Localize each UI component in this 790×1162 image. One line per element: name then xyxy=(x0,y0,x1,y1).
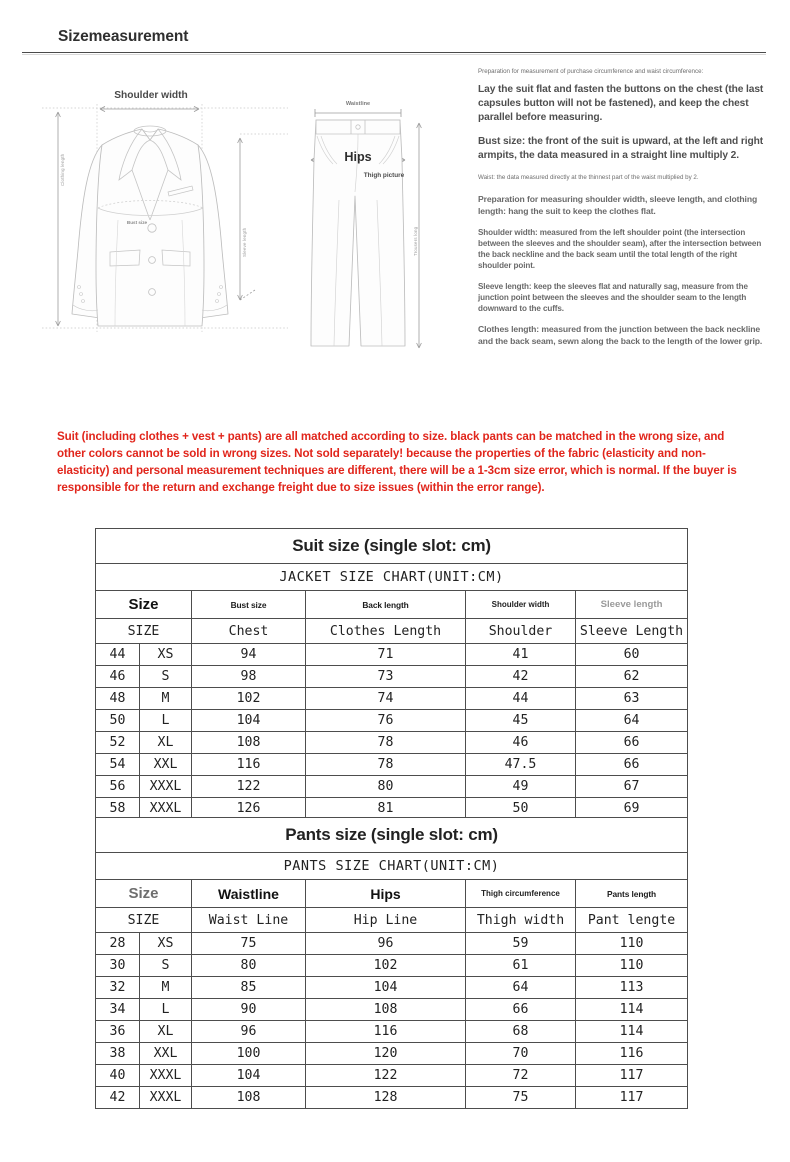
cell-clothes-length: 78 xyxy=(306,754,466,776)
cell-pants-length: 114 xyxy=(576,1021,688,1043)
cell-size-alpha: S xyxy=(140,955,192,977)
cell-size-alpha: XL xyxy=(140,732,192,754)
suit-table-title: Suit size (single slot: cm) xyxy=(96,529,688,564)
cell-shoulder: 47.5 xyxy=(466,754,576,776)
cell-thigh: 68 xyxy=(466,1021,576,1043)
cell-size-alpha: XS xyxy=(140,644,192,666)
suit-jacket-diagram xyxy=(40,90,290,360)
table-row xyxy=(96,688,688,710)
table-row xyxy=(96,977,688,999)
page-title: Sizemeasurement xyxy=(58,28,189,45)
table-row xyxy=(96,1087,688,1109)
cell-sleeve: 60 xyxy=(576,644,688,666)
suit-table-subtitle: JACKET SIZE CHART(UNIT:CM) xyxy=(96,564,688,591)
measurement-instructions xyxy=(478,68,768,358)
cell-size-num: 42 xyxy=(96,1087,140,1109)
cell-size-alpha: S xyxy=(140,666,192,688)
cell-waist: 104 xyxy=(192,1065,306,1087)
cell-sleeve: 64 xyxy=(576,710,688,732)
table-row xyxy=(96,644,688,666)
cell-size-num: 56 xyxy=(96,776,140,798)
title-divider-secondary xyxy=(22,54,766,55)
cell-chest: 126 xyxy=(192,798,306,820)
table-subtitle-row xyxy=(96,564,688,591)
instruction-clothes-length: Clothes length: measured from the junction between the back neckline and the back seam, sewn along the back to the length of the lower grip. xyxy=(478,324,763,347)
cell-hip: 122 xyxy=(306,1065,466,1087)
cell-waist: 80 xyxy=(192,955,306,977)
cell-sleeve: 63 xyxy=(576,688,688,710)
cell-size-num: 52 xyxy=(96,732,140,754)
cell-chest: 122 xyxy=(192,776,306,798)
cell-size-num: 44 xyxy=(96,644,140,666)
cell-hip: 108 xyxy=(306,999,466,1021)
table-header-row xyxy=(96,880,688,908)
cell-size-alpha: XXXL xyxy=(140,1087,192,1109)
cell-size-alpha: XXXL xyxy=(140,1065,192,1087)
cell-sleeve: 67 xyxy=(576,776,688,798)
cell-hip: 104 xyxy=(306,977,466,999)
cell-hip: 120 xyxy=(306,1043,466,1065)
cell-hip: 116 xyxy=(306,1021,466,1043)
cell-size-num: 34 xyxy=(96,999,140,1021)
cell-shoulder: 42 xyxy=(466,666,576,688)
cell-thigh: 59 xyxy=(466,933,576,955)
table-row xyxy=(96,1021,688,1043)
label-thigh-picture: Thigh picture xyxy=(363,172,405,179)
suit-size-table xyxy=(95,528,688,820)
cell-size-num: 48 xyxy=(96,688,140,710)
pants-diagram xyxy=(295,100,460,358)
cell-size-num: 40 xyxy=(96,1065,140,1087)
cell-chest: 116 xyxy=(192,754,306,776)
cell-pants-length: 113 xyxy=(576,977,688,999)
header-size: Size xyxy=(96,591,192,619)
subheader-chest: Chest xyxy=(192,619,306,644)
cell-size-alpha: M xyxy=(140,977,192,999)
cell-hip: 102 xyxy=(306,955,466,977)
cell-chest: 104 xyxy=(192,710,306,732)
table-row xyxy=(96,776,688,798)
cell-size-alpha: M xyxy=(140,688,192,710)
cell-pants-length: 110 xyxy=(576,955,688,977)
cell-size-alpha: XL xyxy=(140,1021,192,1043)
cell-size-num: 30 xyxy=(96,955,140,977)
cell-sleeve: 66 xyxy=(576,754,688,776)
instruction-lay-flat: Lay the suit flat and fasten the buttons on the chest (the last capsules button will not be fastened), and keep the chest parallel before measuring. xyxy=(478,84,764,123)
table-row xyxy=(96,999,688,1021)
table-subtitle-row xyxy=(96,853,688,880)
cell-shoulder: 45 xyxy=(466,710,576,732)
cell-size-num: 38 xyxy=(96,1043,140,1065)
table-row xyxy=(96,933,688,955)
table-row xyxy=(96,754,688,776)
table-row xyxy=(96,666,688,688)
pants-table-title: Pants size (single slot: cm) xyxy=(96,818,688,853)
subheader-pant-length: Pant lengte xyxy=(576,908,688,933)
cell-chest: 108 xyxy=(192,732,306,754)
header-pants-length: Pants length xyxy=(576,880,688,908)
table-row xyxy=(96,955,688,977)
cell-thigh: 66 xyxy=(466,999,576,1021)
cell-waist: 108 xyxy=(192,1087,306,1109)
pants-size-table xyxy=(95,817,688,1109)
cell-shoulder: 49 xyxy=(466,776,576,798)
table-subheader-row xyxy=(96,908,688,933)
cell-clothes-length: 71 xyxy=(306,644,466,666)
cell-size-num: 36 xyxy=(96,1021,140,1043)
header-sleeve-length: Sleeve length xyxy=(576,591,688,619)
cell-clothes-length: 78 xyxy=(306,732,466,754)
cell-chest: 102 xyxy=(192,688,306,710)
subheader-sleeve-length: Sleeve Length xyxy=(576,619,688,644)
cell-size-num: 46 xyxy=(96,666,140,688)
instruction-purchase-note: Preparation for measurement of purchase circumference and waist circumference: xyxy=(478,68,704,75)
title-divider xyxy=(22,52,766,53)
cell-size-alpha: XXXL xyxy=(140,798,192,820)
cell-clothes-length: 74 xyxy=(306,688,466,710)
instruction-waist-note: Waist: the data measured directly at the thinnest part of the waist multiplied by 2. xyxy=(478,173,699,181)
cell-size-num: 54 xyxy=(96,754,140,776)
cell-sleeve: 66 xyxy=(576,732,688,754)
subheader-size: SIZE xyxy=(96,619,192,644)
cell-shoulder: 41 xyxy=(466,644,576,666)
instruction-shoulder-width: Shoulder width: measured from the left shoulder point (the intersection between the sleeves and the shoulder seam), after the intersection between the back neckline and the back seam until the total length of the right shoulder point. xyxy=(478,228,762,271)
cell-waist: 96 xyxy=(192,1021,306,1043)
label-trousers-long: Trousers long xyxy=(413,226,418,256)
header-back-length: Back length xyxy=(306,591,466,619)
instruction-sleeve-length: Sleeve length: keep the sleeves flat and naturally sag, measure from the junction point between the sleeves and the shoulder seam to the length downward to the cuffs. xyxy=(478,282,748,314)
table-row xyxy=(96,1043,688,1065)
header-waistline: Waistline xyxy=(192,880,306,908)
cell-clothes-length: 80 xyxy=(306,776,466,798)
table-title-row xyxy=(96,529,688,564)
cell-size-num: 28 xyxy=(96,933,140,955)
label-clothing-length: Clothing length xyxy=(60,153,65,187)
label-sleeve-length: Sleeve length xyxy=(242,227,247,257)
cell-clothes-length: 76 xyxy=(306,710,466,732)
table-row xyxy=(96,1065,688,1087)
subheader-hip-line: Hip Line xyxy=(306,908,466,933)
table-title-row xyxy=(96,818,688,853)
cell-waist: 75 xyxy=(192,933,306,955)
pants-icon xyxy=(295,100,460,358)
pants-table-subtitle: PANTS SIZE CHART(UNIT:CM) xyxy=(96,853,688,880)
page-header xyxy=(22,28,766,55)
cell-size-alpha: XXL xyxy=(140,1043,192,1065)
cell-waist: 100 xyxy=(192,1043,306,1065)
header-thigh: Thigh circumference xyxy=(466,880,576,908)
table-subheader-row xyxy=(96,619,688,644)
table-header-row xyxy=(96,591,688,619)
cell-pants-length: 114 xyxy=(576,999,688,1021)
cell-hip: 96 xyxy=(306,933,466,955)
subheader-shoulder: Shoulder xyxy=(466,619,576,644)
cell-waist: 90 xyxy=(192,999,306,1021)
cell-shoulder: 46 xyxy=(466,732,576,754)
cell-pants-length: 117 xyxy=(576,1065,688,1087)
cell-thigh: 72 xyxy=(466,1065,576,1087)
cell-pants-length: 110 xyxy=(576,933,688,955)
cell-size-alpha: XS xyxy=(140,933,192,955)
header-bust-size: Bust size xyxy=(192,591,306,619)
cell-sleeve: 62 xyxy=(576,666,688,688)
label-shoulder-width: Shoulder width xyxy=(114,90,188,101)
suit-jacket-icon xyxy=(40,100,290,360)
label-waistline: Waistline xyxy=(345,101,371,107)
cell-clothes-length: 73 xyxy=(306,666,466,688)
cell-sleeve: 69 xyxy=(576,798,688,820)
cell-thigh: 64 xyxy=(466,977,576,999)
cell-shoulder: 50 xyxy=(466,798,576,820)
cell-size-num: 32 xyxy=(96,977,140,999)
size-warning-text: Suit (including clothes + vest + pants) are all matched according to size. black pants can be matched in the wrong size, and other colors cannot be sold in wrong sizes. Not sold separately! because the properties of the fabric (elasticity and non-elasticity) and personal measurement techniques are different, there will be a 1-3cm size error, which is normal. If the buyer is responsible for the return and exchange freight due to size issues (within the error range). xyxy=(57,430,737,495)
cell-size-num: 50 xyxy=(96,710,140,732)
cell-chest: 94 xyxy=(192,644,306,666)
instruction-bust-size: Bust size: the front of the suit is upward, at the left and right armpits, the data measured in a straight line multiply 2. xyxy=(478,136,763,162)
label-hips: Hips xyxy=(344,150,372,164)
subheader-clothes-length: Clothes Length xyxy=(306,619,466,644)
subheader-size: SIZE xyxy=(96,908,192,933)
cell-clothes-length: 81 xyxy=(306,798,466,820)
cell-size-alpha: XXXL xyxy=(140,776,192,798)
cell-size-num: 58 xyxy=(96,798,140,820)
cell-waist: 85 xyxy=(192,977,306,999)
cell-thigh: 61 xyxy=(466,955,576,977)
cell-pants-length: 117 xyxy=(576,1087,688,1109)
subheader-thigh-width: Thigh width xyxy=(466,908,576,933)
cell-chest: 98 xyxy=(192,666,306,688)
subheader-waist-line: Waist Line xyxy=(192,908,306,933)
label-bust-size: Bust size xyxy=(126,220,148,225)
cell-thigh: 75 xyxy=(466,1087,576,1109)
cell-shoulder: 44 xyxy=(466,688,576,710)
measurement-illustrations xyxy=(40,90,460,365)
cell-size-alpha: L xyxy=(140,710,192,732)
header-hips: Hips xyxy=(306,880,466,908)
table-row xyxy=(96,710,688,732)
cell-size-alpha: L xyxy=(140,999,192,1021)
cell-hip: 128 xyxy=(306,1087,466,1109)
cell-pants-length: 116 xyxy=(576,1043,688,1065)
header-shoulder-width: Shoulder width xyxy=(466,591,576,619)
cell-thigh: 70 xyxy=(466,1043,576,1065)
instruction-prep-shoulder: Preparation for measuring shoulder width, sleeve length, and clothing length: hang the suit to keep the clothes flat. xyxy=(478,194,758,216)
table-row xyxy=(96,732,688,754)
cell-size-alpha: XXL xyxy=(140,754,192,776)
header-size: Size xyxy=(96,880,192,908)
